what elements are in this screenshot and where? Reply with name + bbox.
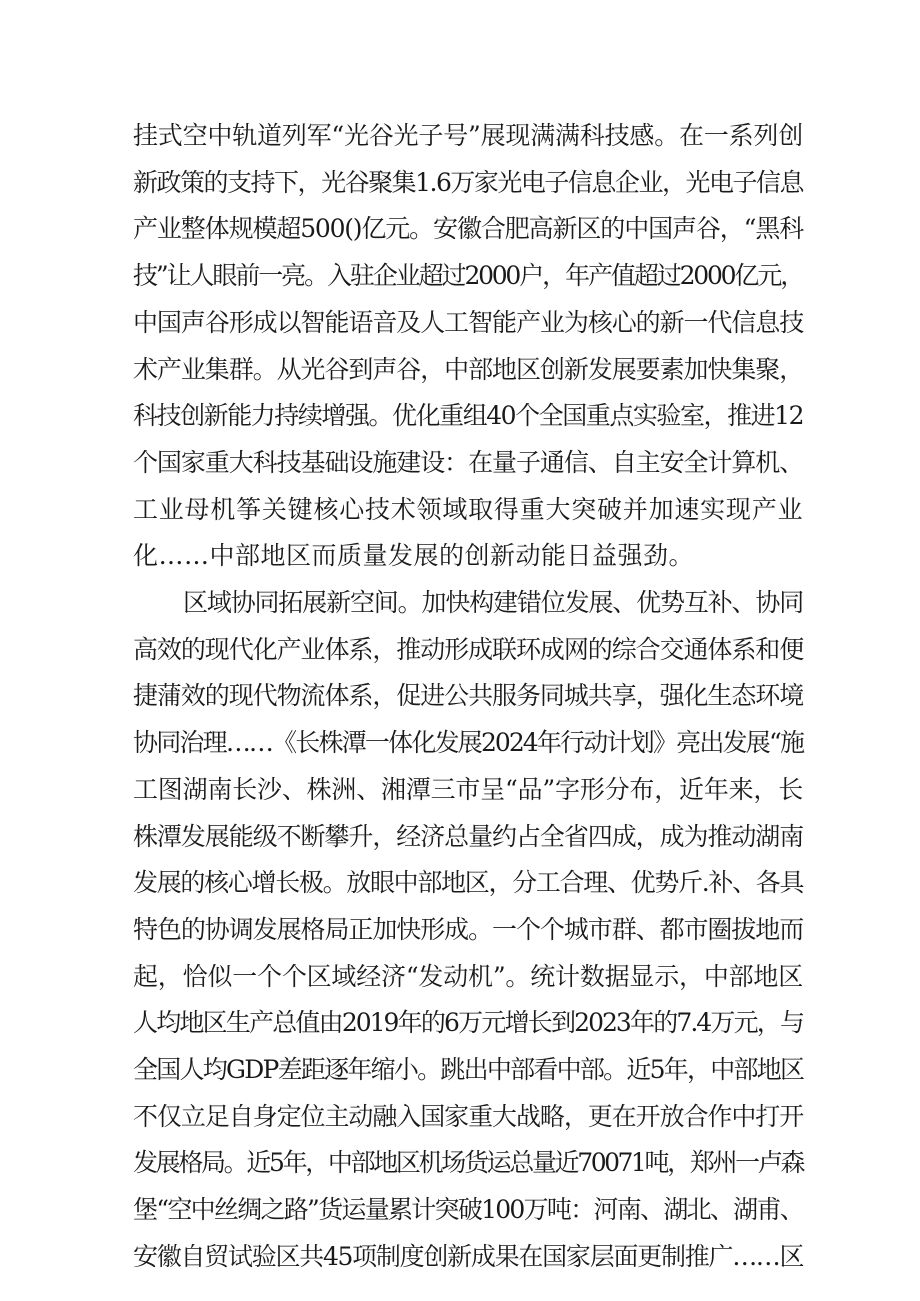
text-line: 堡“空中丝绸之路”货运量累计突破100万吨：河南、湖北、湖甫、 <box>133 1195 803 1225</box>
paragraph-first-line: 区域协同拓展新空间。加快构建错位发展、优势互补、协同 <box>183 588 803 618</box>
paragraph-end-line: 化……中部地区而质量发展的创新动能日益强劲。 <box>133 541 695 571</box>
text-line: 株潭发展能级不断攀升，经济总量约占全省四成，成为推动湖南 <box>133 821 803 851</box>
text-line: 发展格局。近5年，中部地区机场货运总量近70071吨，郑州一卢森 <box>133 1148 803 1178</box>
text-line: 新政策的支持下，光谷聚集1.6万家光电子信息企业，光电子信息 <box>133 167 803 197</box>
text-line: 工业母机筝关键核心技术领域取得重大突破并加速实现产业 <box>133 494 803 524</box>
text-line: 科技创新能力持续增强。优化重组40个全国重点实验室，推进12 <box>133 401 803 431</box>
text-line: 术产业集群。从光谷到声谷，中部地区创新发展要素加快集聚， <box>133 354 803 384</box>
text-line: 人均地区生产总值由2019年的6万元增长到2023年的7.4万元，与 <box>133 1008 803 1038</box>
text-line: 高效的现代化产业体系，推动形成联环成网的综合交通体系和便 <box>133 634 803 664</box>
text-line: 全国人均GDP差距逐年缩小。跳出中部看中部。近5年，中部地区 <box>133 1055 804 1085</box>
text-line: 特色的协调发展格局正加快形成。一个个城市群、都市圈拔地而 <box>133 914 803 944</box>
text-line: 不仅立足自身定位主动融入国家重大战略，更在开放合作中打开 <box>133 1101 803 1131</box>
text-line: 产业整体规模超500()亿元。安徽合肥高新区的中国声谷，“黑科 <box>133 214 803 244</box>
text-line: 工图湖南长沙、株洲、湘潭三市呈“品”字形分布，近年来，长 <box>133 774 803 804</box>
text-line: 捷蒲效的现代物流体系，促进公共服务同城共享，强化生态环境 <box>133 681 803 711</box>
text-line: 起，恰似一个个区域经济“发动机”。统计数据显示，中部地区 <box>133 961 803 991</box>
text-line: 发展的核心增长极。放眼中部地区，分工合理、优势斤.补、各具 <box>133 868 803 898</box>
text-line: 技”让人眼前一亮。入驻企业超过2000户，年产值超过2000亿元， <box>133 261 803 291</box>
text-line: 安徽自贸试验区共45项制度创新成果在国家层面更制推广……区 <box>133 1241 803 1271</box>
text-line: 中国声谷形成以智能语音及人工智能产业为核心的新一代信息技 <box>133 307 803 337</box>
text-line: 个国家重大科技基础设施建设：在量子通信、自主安全计算机、 <box>133 447 803 477</box>
body-text <box>133 113 803 1281</box>
text-line: 挂式空中轨道列军“光谷光子号”展现满满科技感。在一系列创 <box>133 121 803 150</box>
text-line: 协同治理……《长株潭一体化发展2024年行动计划》亮出发展“施 <box>133 728 803 758</box>
